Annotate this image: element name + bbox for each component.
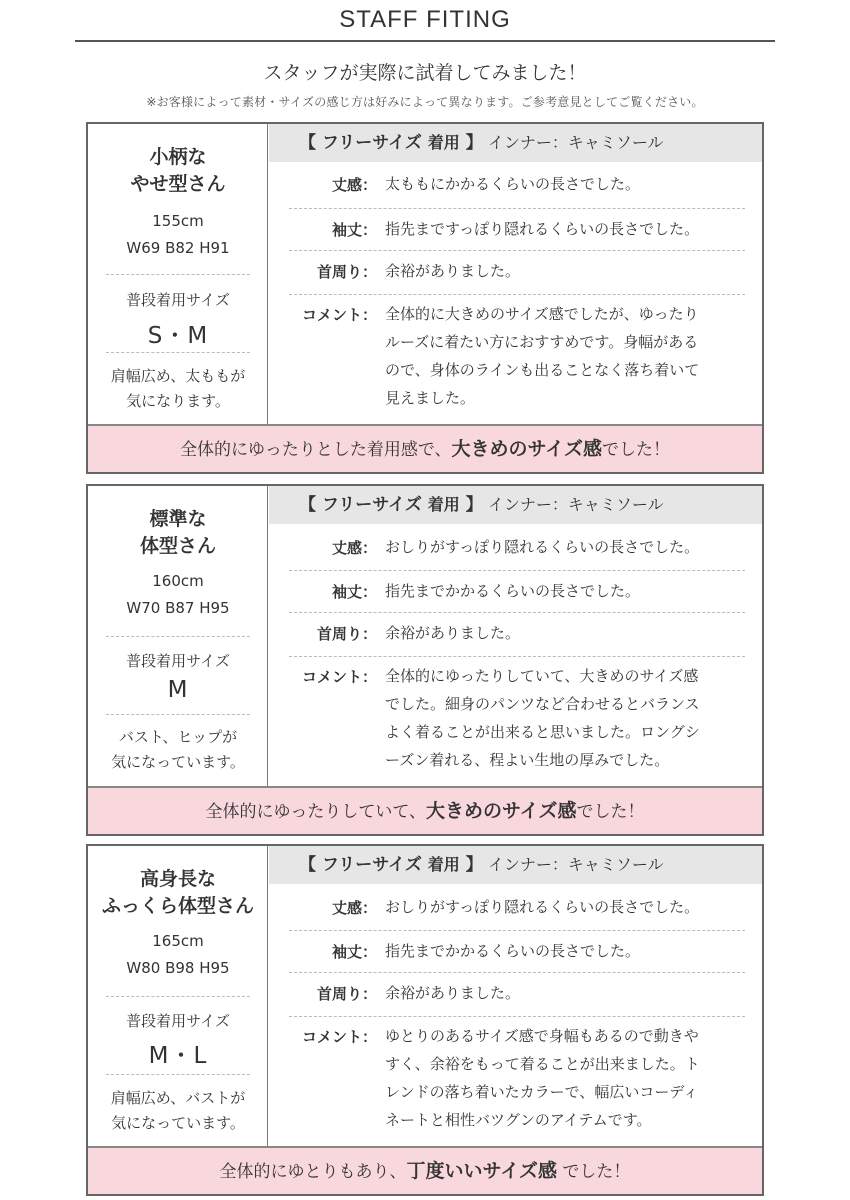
usual-size-label: 普段着用サイズ <box>126 652 230 670</box>
divider <box>106 636 250 637</box>
disclaimer-note: ※お客様によって素材・サイズの感じ方は好みによって異なります。ご参考意見としてご覧ください。 <box>146 95 704 109</box>
divider <box>106 714 250 715</box>
concern-note-line1: 肩幅広め、バストが <box>110 1089 246 1107</box>
comment-line: ゆとりのあるサイズ感で身幅もあるので動きや <box>385 1027 699 1045</box>
length-value: おしりがすっぽり隠れるくらいの長さでした。 <box>385 538 700 556</box>
staff-profile <box>88 846 268 1146</box>
staff-measurements: W80 B98 H95 <box>126 959 230 977</box>
comment-text <box>385 1022 745 1134</box>
divider <box>106 274 250 275</box>
summary-emphasis: 丁度いいサイズ感 <box>406 1160 558 1182</box>
comment-line: レンドの落ち着いたカラーで、幅広いコーディ <box>385 1083 699 1101</box>
divider <box>289 570 745 571</box>
length-label: 丈感： <box>331 539 377 557</box>
neck-value: 余裕がありました。 <box>385 262 521 280</box>
concern-note-line1: バスト、ヒップが <box>118 728 238 746</box>
sleeve-label: 袖丈： <box>331 943 377 961</box>
divider <box>289 612 745 613</box>
size-header <box>269 124 762 162</box>
concern-note-line2: 気になります。 <box>126 392 230 410</box>
divider <box>289 208 745 209</box>
summary-pre: 全体的にゆったりとした着用感で、 <box>180 440 452 460</box>
sleeve-value: 指先まですっぽり隠れるくらいの長さでした。 <box>385 220 700 238</box>
comment-label: コメント： <box>301 1028 377 1046</box>
body-type-line2: ふっくら体型さん <box>101 895 254 917</box>
body-type-line1: 高身長な <box>139 868 216 890</box>
divider <box>106 352 250 353</box>
summary-banner <box>88 424 762 472</box>
neck-label: 首周り： <box>316 625 377 643</box>
size-header-inner: インナー：キャミソール <box>487 855 664 874</box>
sleeve-value: 指先までかかるくらいの長さでした。 <box>385 942 641 960</box>
comment-text <box>385 662 745 774</box>
size-header-close: 】 <box>459 855 483 875</box>
size-header <box>269 486 762 524</box>
length-label: 丈感： <box>331 176 377 194</box>
summary-pre: 全体的にゆったりしていて、 <box>205 802 426 822</box>
comment-label: コメント： <box>301 668 377 686</box>
staff-measurements: W69 B82 H91 <box>126 239 230 257</box>
summary-emphasis: 大きめのサイズ感 <box>426 800 577 822</box>
divider <box>289 1016 745 1017</box>
comment-line: ルーズに着たい方におすすめです。身幅がある <box>385 333 699 351</box>
concern-note-line2: 気になっています。 <box>111 1114 245 1132</box>
length-value: 太ももにかかるくらいの長さでした。 <box>385 175 641 193</box>
comment-line: でした。細身のパンツなど合わせるとバランス <box>385 695 700 713</box>
fitting-details <box>269 124 762 426</box>
staff-card-2 <box>86 484 764 836</box>
sleeve-label: 袖丈： <box>331 221 377 239</box>
page-subtitle: スタッフが実際に試着してみました！ <box>263 62 587 84</box>
staff-height: 155cm <box>152 212 204 230</box>
fitting-details <box>269 486 762 786</box>
comment-text <box>385 300 745 412</box>
size-header-close: 】 <box>459 133 483 153</box>
comment-line: すく、余裕をもって着ることが出来ました。ト <box>385 1055 700 1073</box>
concern-note-line2: 気になっています。 <box>111 753 245 771</box>
divider <box>289 930 745 931</box>
usual-size-value: M <box>167 677 189 703</box>
size-header-wear: 着用 <box>427 133 460 152</box>
comment-line: 全体的にゆったりしていて、大きめのサイズ感 <box>385 667 699 685</box>
divider <box>289 972 745 973</box>
summary-emphasis: 大きめのサイズ感 <box>451 438 602 460</box>
size-header-close: 】 <box>459 495 483 515</box>
summary-post: でした！ <box>576 802 645 822</box>
divider <box>289 294 745 295</box>
divider <box>106 1074 250 1075</box>
sleeve-label: 袖丈： <box>331 583 377 601</box>
comment-line: 見えました。 <box>385 389 476 407</box>
body-type-line2: 体型さん <box>139 535 216 557</box>
summary-banner <box>88 786 762 834</box>
usual-size-value: S・M <box>147 323 209 349</box>
usual-size-label: 普段着用サイズ <box>126 1012 230 1030</box>
size-header-wear: 着用 <box>427 855 460 874</box>
staff-card-3 <box>86 844 764 1196</box>
comment-line: 全体的に大きめのサイズ感でしたが、ゆったり <box>385 305 699 323</box>
summary-post: でした！ <box>557 1162 631 1182</box>
size-header-open: 【 フリーサイズ <box>299 495 428 515</box>
summary-post: でした！ <box>601 440 670 460</box>
body-type-line1: 小柄な <box>149 146 207 168</box>
comment-line: ネートと相性バツグンのアイテムです。 <box>385 1111 652 1129</box>
comment-label: コメント： <box>301 306 377 324</box>
summary-pre: 全体的にゆとりもあり、 <box>219 1162 407 1182</box>
size-header-wear: 着用 <box>427 495 460 514</box>
divider <box>289 656 745 657</box>
neck-value: 余裕がありました。 <box>385 984 521 1002</box>
body-type-line1: 標準な <box>149 508 207 530</box>
staff-measurements: W70 B87 H95 <box>126 599 230 617</box>
length-value: おしりがすっぽり隠れるくらいの長さでした。 <box>385 898 700 916</box>
staff-profile <box>88 124 268 426</box>
length-label: 丈感： <box>331 899 377 917</box>
divider <box>106 996 250 997</box>
divider <box>289 250 745 251</box>
page-title: STAFF FITING <box>339 6 511 33</box>
size-header-inner: インナー：キャミソール <box>487 495 664 514</box>
staff-height: 160cm <box>152 572 204 590</box>
size-header-inner: インナー：キャミソール <box>487 133 664 152</box>
size-header-open: 【 フリーサイズ <box>299 855 428 875</box>
title-divider <box>75 40 775 42</box>
neck-value: 余裕がありました。 <box>385 624 521 642</box>
staff-height: 165cm <box>152 932 204 950</box>
usual-size-label: 普段着用サイズ <box>126 291 230 309</box>
sleeve-value: 指先までかかるくらいの長さでした。 <box>385 582 641 600</box>
staff-profile <box>88 486 268 786</box>
comment-line: よく着ることが出来ると思いました。ロングシ <box>385 723 700 741</box>
body-type-line2: やせ型さん <box>130 173 226 195</box>
neck-label: 首周り： <box>316 263 377 281</box>
size-header-open: 【 フリーサイズ <box>299 133 428 153</box>
concern-note-line1: 肩幅広め、太ももが <box>110 367 246 385</box>
usual-size-value: M・L <box>148 1043 208 1069</box>
comment-line: ーズン着れる、程よい生地の厚みでした。 <box>385 751 670 769</box>
neck-label: 首周り： <box>316 985 377 1003</box>
comment-line: ので、身体のラインも出ることなく落ち着いて <box>385 361 700 379</box>
summary-banner <box>88 1146 762 1194</box>
fitting-details <box>269 846 762 1146</box>
staff-card-1 <box>86 122 764 474</box>
size-header <box>269 846 762 884</box>
